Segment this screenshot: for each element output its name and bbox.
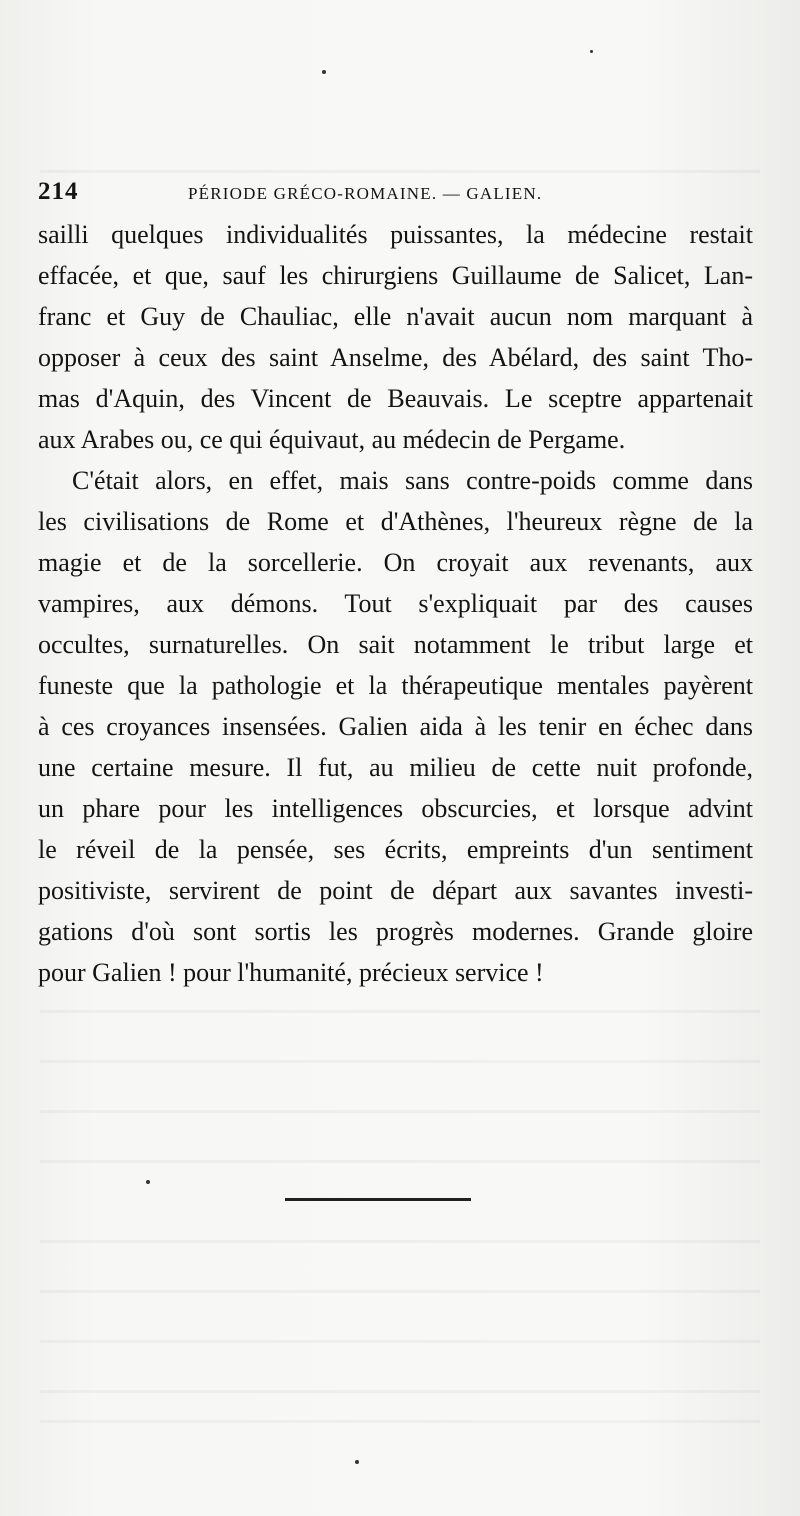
bleed-through-mark bbox=[40, 1340, 760, 1343]
paper-speck bbox=[322, 70, 326, 74]
text-line: un phare pour les intelligences obscurcies, et lorsque advint bbox=[38, 794, 753, 823]
text-line: mas d'Aquin, des Vincent de Beauvais. Le sceptre appartenait bbox=[38, 384, 753, 413]
bleed-through-mark bbox=[40, 1240, 760, 1243]
text-line: les civilisations de Rome et d'Athènes, l'heureux règne de la bbox=[38, 507, 753, 536]
text-line: magie et de la sorcellerie. On croyait aux revenants, aux bbox=[38, 548, 753, 577]
text-line: gations d'où sont sortis les progrès modernes. Grande gloire bbox=[38, 917, 753, 946]
running-head: PÉRIODE GRÉCO-ROMAINE. — GALIEN. bbox=[188, 184, 543, 203]
text-line: effacée, et que, sauf les chirurgiens Guillaume de Salicet, Lan- bbox=[38, 261, 753, 290]
bleed-through-mark bbox=[40, 170, 760, 173]
paper-speck bbox=[355, 1460, 359, 1464]
paper-speck bbox=[146, 1180, 150, 1184]
text-line: sailli quelques individualités puissantes, la médecine restait bbox=[38, 220, 753, 249]
bleed-through-mark bbox=[40, 1420, 760, 1423]
body-text bbox=[38, 214, 753, 993]
text-line: franc et Guy de Chauliac, elle n'avait aucun nom marquant à bbox=[38, 302, 753, 331]
bleed-through-mark bbox=[40, 1110, 760, 1113]
text-line: aux Arabes ou, ce qui équivaut, au médecin de Pergame. bbox=[38, 425, 626, 454]
page-number: 214 bbox=[38, 178, 79, 205]
paper-speck bbox=[590, 50, 593, 53]
text-line: une certaine mesure. Il fut, au milieu de cette nuit profonde, bbox=[38, 753, 753, 782]
text-line: vampires, aux démons. Tout s'expliquait par des causes bbox=[38, 589, 753, 618]
text-line: opposer à ceux des saint Anselme, des Abélard, des saint Tho- bbox=[38, 343, 753, 372]
text-line: le réveil de la pensée, ses écrits, empreints d'un sentiment bbox=[38, 835, 753, 864]
bleed-through-mark bbox=[40, 1010, 760, 1013]
bleed-through-mark bbox=[40, 1160, 760, 1163]
text-line: pour Galien ! pour l'humanité, précieux service ! bbox=[38, 958, 544, 987]
bleed-through-mark bbox=[40, 1290, 760, 1293]
text-line: C'était alors, en effet, mais sans contre-poids comme dans bbox=[72, 466, 753, 495]
bleed-through-mark bbox=[40, 1390, 760, 1393]
page-header bbox=[38, 178, 750, 212]
section-divider bbox=[285, 1198, 471, 1201]
bleed-through-mark bbox=[40, 1060, 760, 1063]
text-line: à ces croyances insensées. Galien aida à les tenir en échec dans bbox=[38, 712, 753, 741]
text-line: funeste que la pathologie et la thérapeutique mentales payèrent bbox=[38, 671, 753, 700]
text-line: positiviste, servirent de point de départ aux savantes investi- bbox=[38, 876, 753, 905]
text-line: occultes, surnaturelles. On sait notamment le tribut large et bbox=[38, 630, 753, 659]
